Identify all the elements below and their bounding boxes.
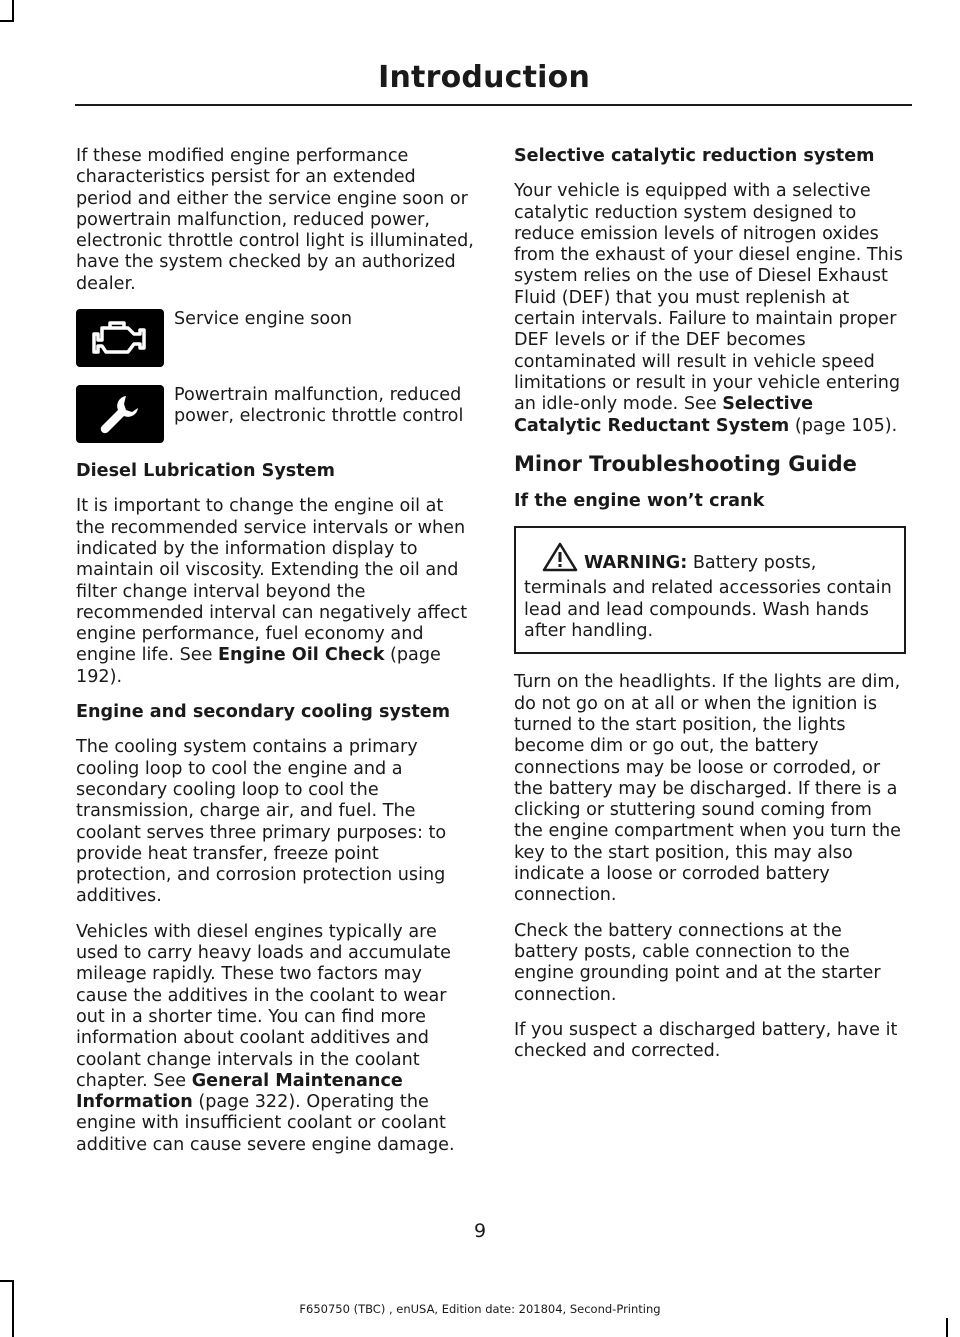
crop-mark-top-left <box>12 0 14 22</box>
lubrication-page-ref: (page 192). <box>76 645 441 687</box>
lubrication-heading: Diesel Lubrication System <box>76 461 335 482</box>
check-paragraph: Check the battery connections at the battery posts, cable connection to the engine grounding point and at the starter connection. <box>514 920 881 1005</box>
scr-paragraph <box>514 181 906 437</box>
header-rule <box>75 104 912 106</box>
diesel-paragraph <box>76 922 474 1156</box>
engine-icon <box>76 309 164 367</box>
page-title: Introduction <box>378 60 590 95</box>
crop-mark-bottom-left-h <box>0 1280 14 1282</box>
general-maintenance-link[interactable]: General Maintenance Information <box>76 1070 403 1113</box>
lubrication-paragraph <box>76 496 474 688</box>
diesel-text: Vehicles with diesel engines typically are used to carry heavy loads and accumulate mileage rapidly. These two factors may cause the additives in the coolant to wear out in a shorter time. You can find more information about coolant additives and coolant change intervals in the coolant chapter. See <box>76 921 451 1091</box>
service-engine-label: Service engine soon <box>174 309 353 330</box>
cooling-paragraph: The cooling system contains a primary cooling loop to cool the engine and a secondary cooling loop to cool the transmission, charge air, and fuel. The coolant serves three primary purposes: to provide heat transfer, freeze point protection, and corrosion protection using additives. <box>76 737 447 907</box>
suspect-paragraph: If you suspect a discharged battery, have it checked and corrected. <box>514 1019 898 1062</box>
scr-page-ref: (page 105). <box>794 415 898 436</box>
powertrain-label: Powertrain malfunction, reduced power, electronic throttle control <box>174 385 464 427</box>
crank-heading: If the engine won’t crank <box>514 490 765 511</box>
edition-footer: F650750 (TBC) , enUSA, Edition date: 201804, Second-Printing <box>299 1302 661 1316</box>
warning-label: WARNING: <box>584 553 688 574</box>
diesel-tail-text: Operating the engine with insufficient coolant or coolant additive can cause severe engine damage. <box>76 1092 455 1155</box>
crop-mark-bottom-right <box>946 1318 948 1337</box>
scr-text: Your vehicle is equipped with a selective catalytic reduction system designed to reduce emission levels of nitrogen oxides from the exhaust of your diesel engine. This system relies on the use of Diesel Exhaust Fluid (DEF) that you must replenish at certain intervals. Failure to maintain proper DEF levels or if the DEF becomes contaminated will result in vehicle speed limitations or result in your vehicle entering an idle-only mode. See <box>514 181 903 415</box>
warning-text: Battery posts, terminals and related accessories contain lead and lead compounds. Wash hands after handling. <box>524 553 892 642</box>
warning-paragraph <box>524 542 896 642</box>
scr-heading: Selective catalytic reduction system <box>514 146 875 166</box>
warning-triangle-icon <box>542 542 578 578</box>
crop-mark-top-left-h <box>0 20 14 22</box>
warning-box <box>514 526 906 654</box>
powertrain-row <box>76 385 474 445</box>
left-column <box>76 146 474 1170</box>
intro-paragraph: If these modified engine performance characteristics persist for an extended period and either the service engine soon or powertrain malfunction, reduced power, electronic throttle control light is illuminated, have the system checked by an authorized dealer. <box>76 146 474 294</box>
service-engine-row <box>76 309 474 369</box>
right-column <box>514 146 906 1076</box>
lubrication-text: It is important to change the engine oil at the recommended service intervals or when indicated by the information display to maintain oil viscosity. Extending the oil and filter change interval beyond the recommended interval can negatively affect engine performance, fuel economy and engine life. See <box>76 496 468 666</box>
diesel-page-ref: (page 322). <box>198 1092 301 1113</box>
page-number: 9 <box>473 1220 487 1242</box>
engine-oil-check-link[interactable]: Engine Oil Check <box>218 645 385 666</box>
headlights-paragraph: Turn on the headlights. If the lights are dim, do not go on at all or when the ignition is turned to the start position, the lights become dim or go out, the battery connections may be loose or corroded, or the battery may be discharged. If there is a clicking or stuttering sound coming from the engine compartment when you turn the key to the start position, this may also indicate a loose or corroded battery connection. <box>514 672 901 906</box>
troubleshooting-heading: Minor Troubleshooting Guide <box>514 451 857 476</box>
wrench-icon <box>76 385 164 443</box>
selective-catalytic-link[interactable]: Selective Catalytic Reductant System <box>514 394 814 436</box>
cooling-heading: Engine and secondary cooling system <box>76 702 451 723</box>
